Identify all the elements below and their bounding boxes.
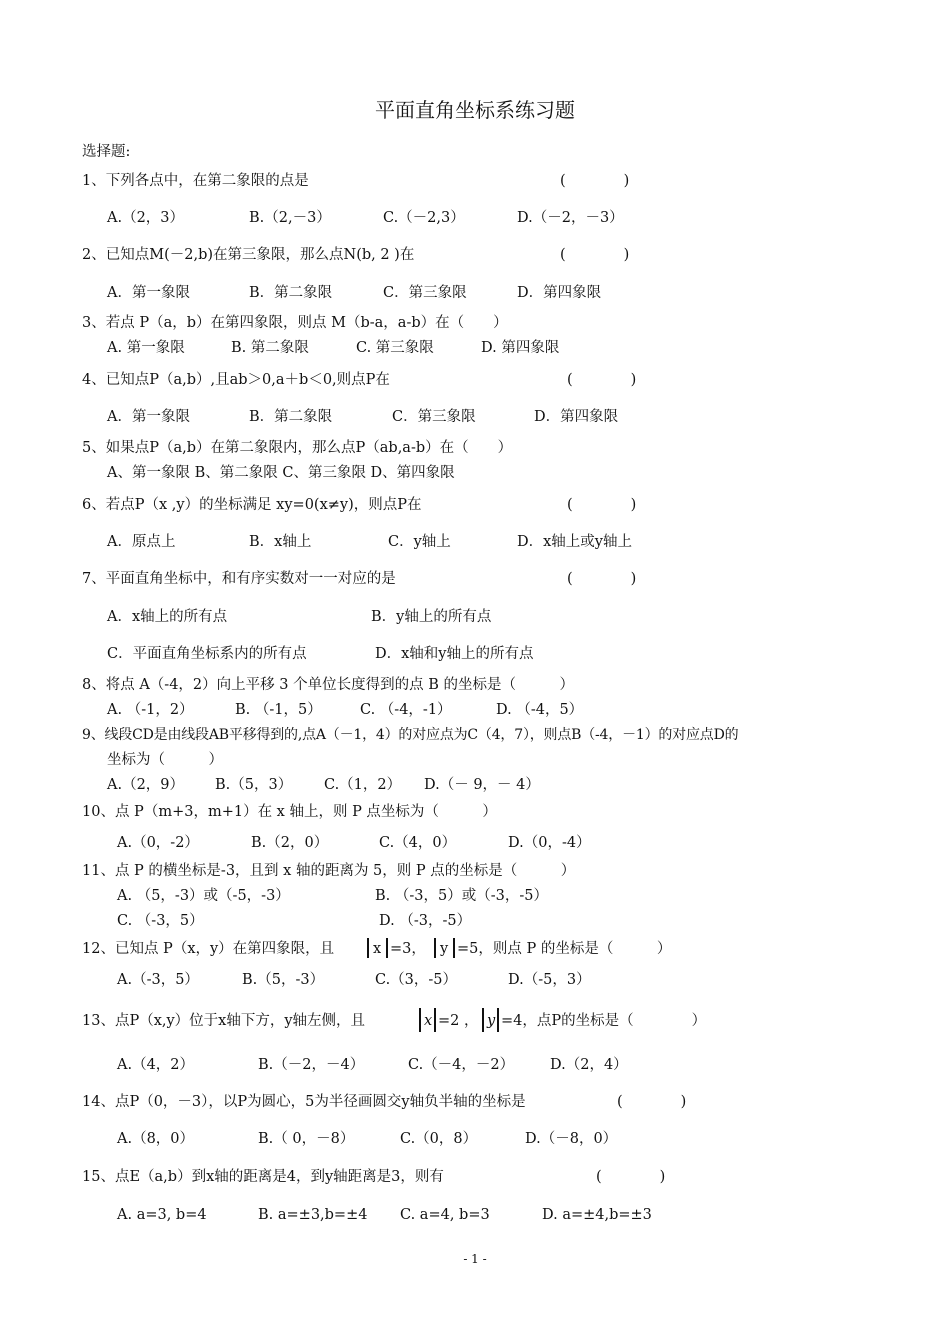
option-a: A. a=3, b=4	[117, 1207, 207, 1223]
option-a: A．x轴上的所有点	[107, 609, 228, 625]
question-stem: 3、若点 P（a，b）在第四象限，则点 M（b-a，a-b）在（ ）	[82, 315, 508, 331]
option-a: A．第一象限	[107, 409, 190, 425]
question-stem-suffix: =5，则点 P 的坐标是（ ）	[457, 941, 672, 957]
question-stem-suffix: =4，点P的坐标是（ ）	[501, 1013, 707, 1029]
option-b: B．y轴上的所有点	[371, 609, 492, 625]
option-b: B．第二象限	[249, 409, 333, 425]
answer-paren: ( )	[567, 571, 637, 587]
section-heading: 选择题:	[82, 144, 131, 160]
absolute-value-bar	[453, 938, 455, 958]
option-d: D.（0，-4）	[508, 835, 591, 851]
question-stem: 15、点E（a,b）到x轴的距离是4，到y轴距离是3，则有	[82, 1169, 444, 1185]
option-d: D. a=±4,b=±3	[542, 1207, 652, 1223]
option-a: A．原点上	[107, 534, 176, 550]
options-line: A、第一象限 B、第二象限 C、第三象限 D、第四象限	[107, 465, 455, 481]
option-c: C.（3，-5）	[375, 972, 458, 988]
option-d: D.（2，4）	[550, 1057, 628, 1073]
question-stem: 5、如果点P（a,b）在第二象限内，那么点P（ab,a-b）在（ ）	[82, 440, 513, 456]
option-c: C. （-4，-1）	[360, 702, 452, 718]
option-c: C．平面直角坐标系内的所有点	[107, 646, 307, 662]
question-stem: 9、线段CD是由线段AB平移得到的,点A（－1，4）的对应点为C（4，7），则点B（-4，－1）的对应点D的	[82, 727, 739, 743]
option-b: B.（2,－3）	[249, 210, 331, 226]
option-a: A.（2，9）	[107, 777, 185, 793]
answer-paren: ( )	[567, 372, 637, 388]
option-b: B．第二象限	[249, 285, 333, 301]
answer-paren: ( )	[596, 1169, 666, 1185]
option-b: B.（－2，－4）	[258, 1057, 365, 1073]
option-a: A.（0，-2）	[117, 835, 199, 851]
value-x: =2 ，	[438, 1013, 479, 1029]
option-d: D. （-3，-5）	[379, 913, 472, 929]
option-b: B.（ 0，－8）	[258, 1131, 355, 1147]
question-stem: 11、点 P 的横坐标是-3，且到 x 轴的距离为 5，则 P 点的坐标是（ ）	[82, 863, 576, 879]
option-c: C.（1，2）	[324, 777, 402, 793]
question-stem: 14、点P（0，－3），以P为圆心，5为半径画圆交y轴负半轴的坐标是	[82, 1094, 526, 1110]
question-stem-prefix: 13、点P（x,y）位于x轴下方，y轴左侧，且	[82, 1013, 366, 1029]
variable-y: y	[487, 1013, 496, 1029]
question-stem: 7、平面直角坐标中，和有序实数对一一对应的是	[82, 571, 396, 587]
option-d: D．x轴上或y轴上	[517, 534, 632, 550]
value-x: =3，	[390, 941, 426, 957]
question-stem: 1、下列各点中，在第二象限的点是	[82, 173, 309, 189]
option-d: D.（－8，0）	[525, 1131, 618, 1147]
option-d: D．x轴和y轴上的所有点	[375, 646, 534, 662]
absolute-value-bar	[434, 1008, 436, 1032]
option-a: A. （5，-3）或（-5，-3）	[117, 888, 290, 904]
option-d: D. （-4，5）	[496, 702, 584, 718]
option-b: B.（5，-3）	[242, 972, 325, 988]
absolute-value-bar	[497, 1008, 499, 1032]
option-b: B. a=±3,b=±4	[258, 1207, 368, 1223]
absolute-value-bar	[367, 938, 369, 958]
question-stem-prefix: 12、已知点 P（x，y）在第四象限，且	[82, 941, 335, 957]
question-stem: 8、将点 A（-4，2）向上平移 3 个单位长度得到的点 B 的坐标是（ ）	[82, 677, 574, 693]
answer-paren: ( )	[560, 173, 630, 189]
variable-y: y	[440, 941, 449, 957]
option-d: D.（-5，3）	[508, 972, 591, 988]
variable-x: x	[373, 941, 382, 957]
option-a: A．第一象限	[107, 285, 190, 301]
question-stem: 2、已知点M(－2,b)在第三象限，那么点N(b, 2 )在	[82, 247, 415, 263]
question-stem: 6、若点P（x ,y）的坐标满足 xy=0(x≠y)，则点P在	[82, 497, 422, 513]
option-a: A.（4，2）	[117, 1057, 195, 1073]
question-stem-continued: 坐标为（ ）	[107, 752, 223, 768]
option-c: C．y轴上	[388, 534, 451, 550]
option-c: C．第三象限	[392, 409, 476, 425]
option-d: D.（－ 9，－ 4）	[424, 777, 540, 793]
option-c: C.（0，8）	[400, 1131, 478, 1147]
option-c: C.（－4，－2）	[408, 1057, 515, 1073]
absolute-value-bar	[434, 938, 436, 958]
option-b: B. 第二象限	[231, 340, 309, 356]
option-c: C.（－2,3）	[383, 210, 465, 226]
option-c: C. a=4, b=3	[400, 1207, 490, 1223]
option-d: D.（－2，－3）	[517, 210, 624, 226]
option-b: B. （-1，5）	[235, 702, 322, 718]
option-a: A. 第一象限	[107, 340, 185, 356]
option-a: A.（2，3）	[107, 210, 185, 226]
absolute-value-bar	[482, 1008, 484, 1032]
answer-paren: ( )	[560, 247, 630, 263]
page-number: - 1 -	[463, 1252, 487, 1266]
option-a: A.（-3，5）	[117, 972, 199, 988]
question-stem: 4、已知点P（a,b）,且ab＞0,a＋b＜0,则点P在	[82, 372, 390, 388]
option-b: B．x轴上	[249, 534, 312, 550]
option-d: D．第四象限	[534, 409, 619, 425]
absolute-value-bar	[386, 938, 388, 958]
option-c: C.（4，0）	[379, 835, 457, 851]
option-d: D．第四象限	[517, 285, 602, 301]
option-b: B. （-3，5）或（-3，-5）	[375, 888, 548, 904]
option-b: B.（2，0）	[251, 835, 329, 851]
variable-x: x	[424, 1013, 433, 1029]
question-stem: 10、点 P（m+3，m+1）在 x 轴上，则 P 点坐标为（ ）	[82, 804, 497, 820]
option-d: D. 第四象限	[481, 340, 560, 356]
option-c: C. （-3，5）	[117, 913, 204, 929]
document-title: 平面直角坐标系练习题	[375, 98, 575, 122]
absolute-value-bar	[419, 1008, 421, 1032]
option-a: A.（8，0）	[117, 1131, 195, 1147]
option-a: A. （-1，2）	[107, 702, 194, 718]
answer-paren: ( )	[617, 1094, 687, 1110]
option-c: C. 第三象限	[356, 340, 434, 356]
option-c: C．第三象限	[383, 285, 467, 301]
option-b: B.（5，3）	[215, 777, 293, 793]
answer-paren: ( )	[567, 497, 637, 513]
